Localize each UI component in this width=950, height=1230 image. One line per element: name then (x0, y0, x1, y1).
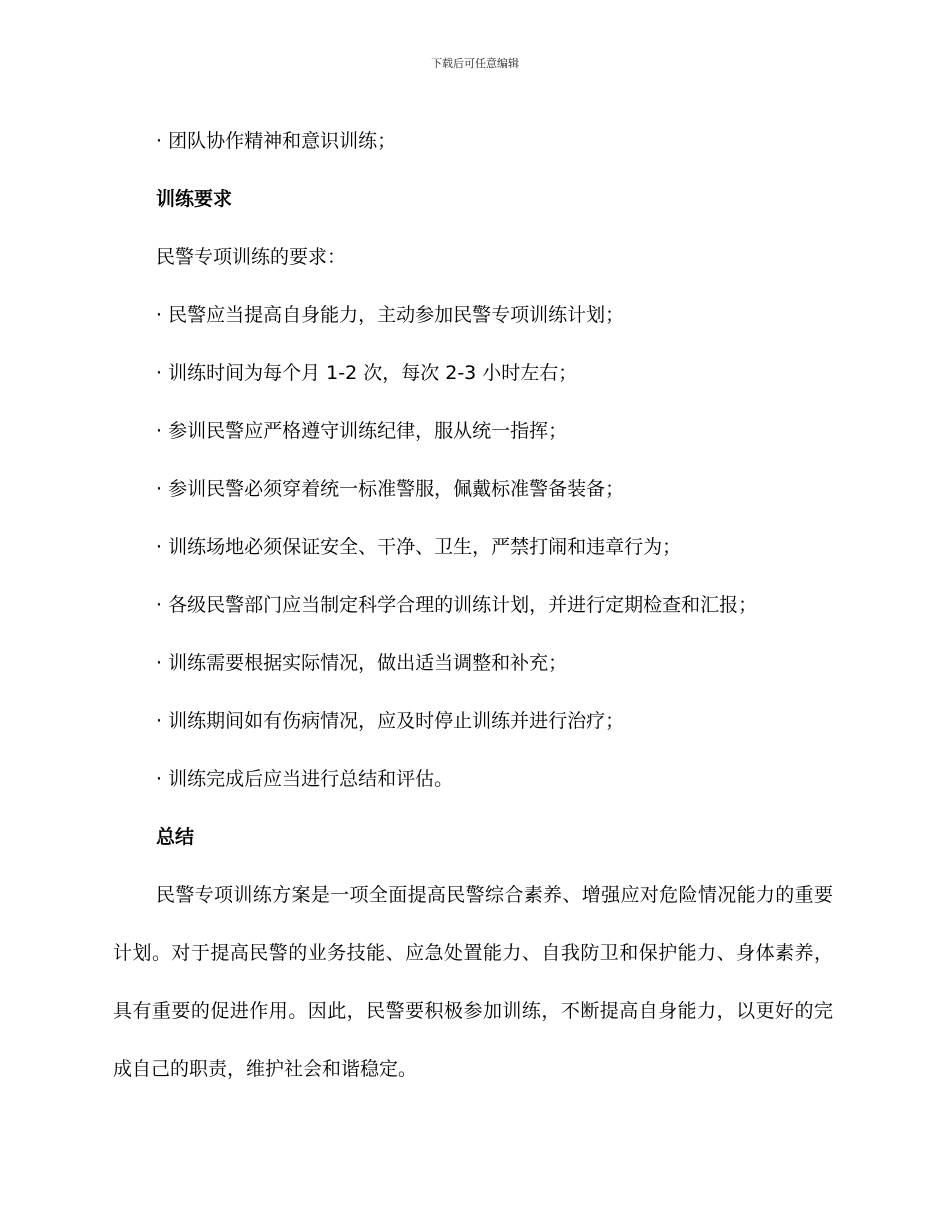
requirement-item: · 训练需要根据实际情况，做出适当调整和补充； (156, 652, 568, 674)
requirement-item: · 训练场地必须保证安全、干净、卫生，严禁打闹和违章行为； (156, 536, 682, 558)
requirement-item: · 参训民警应严格遵守训练纪律，服从统一指挥； (156, 420, 568, 442)
requirement-item: · 训练时间为每个月 1-2 次，每次 2-3 小时左右； (156, 362, 578, 384)
requirement-item: · 各级民警部门应当制定科学合理的训练计划，并进行定期检查和汇报； (156, 594, 758, 616)
requirements-intro: 民警专项训练的要求： (156, 246, 347, 268)
requirement-item: · 训练完成后应当进行总结和评估。 (156, 768, 454, 790)
document-body (113, 112, 833, 1098)
summary-paragraph: 民警专项训练方案是一项全面提高民警综合素养、增强应对危险情况能力的重要计划。对于提高民警的业务技能、应急处置能力、自我防卫和保护能力、身体素养，具有重要的促进作用。因此，民警要积极参加训练，不断提高自身能力，以更好的完成自己的职责，维护社会和谐稳定。 (113, 884, 833, 1080)
requirement-item: · 参训民警必须穿着统一标准警服，佩戴标准警备装备； (156, 478, 625, 500)
bullet-team-training: · 团队协作精神和意识训练； (156, 130, 397, 152)
requirement-item: · 民警应当提高自身能力，主动参加民警专项训练计划； (156, 304, 625, 326)
header-note: 下载后可任意编辑 (431, 57, 519, 70)
section-heading-requirements: 训练要求 (156, 188, 233, 210)
requirement-item: · 训练期间如有伤病情况，应及时停止训练并进行治疗； (156, 710, 625, 732)
section-heading-summary: 总结 (156, 826, 195, 848)
